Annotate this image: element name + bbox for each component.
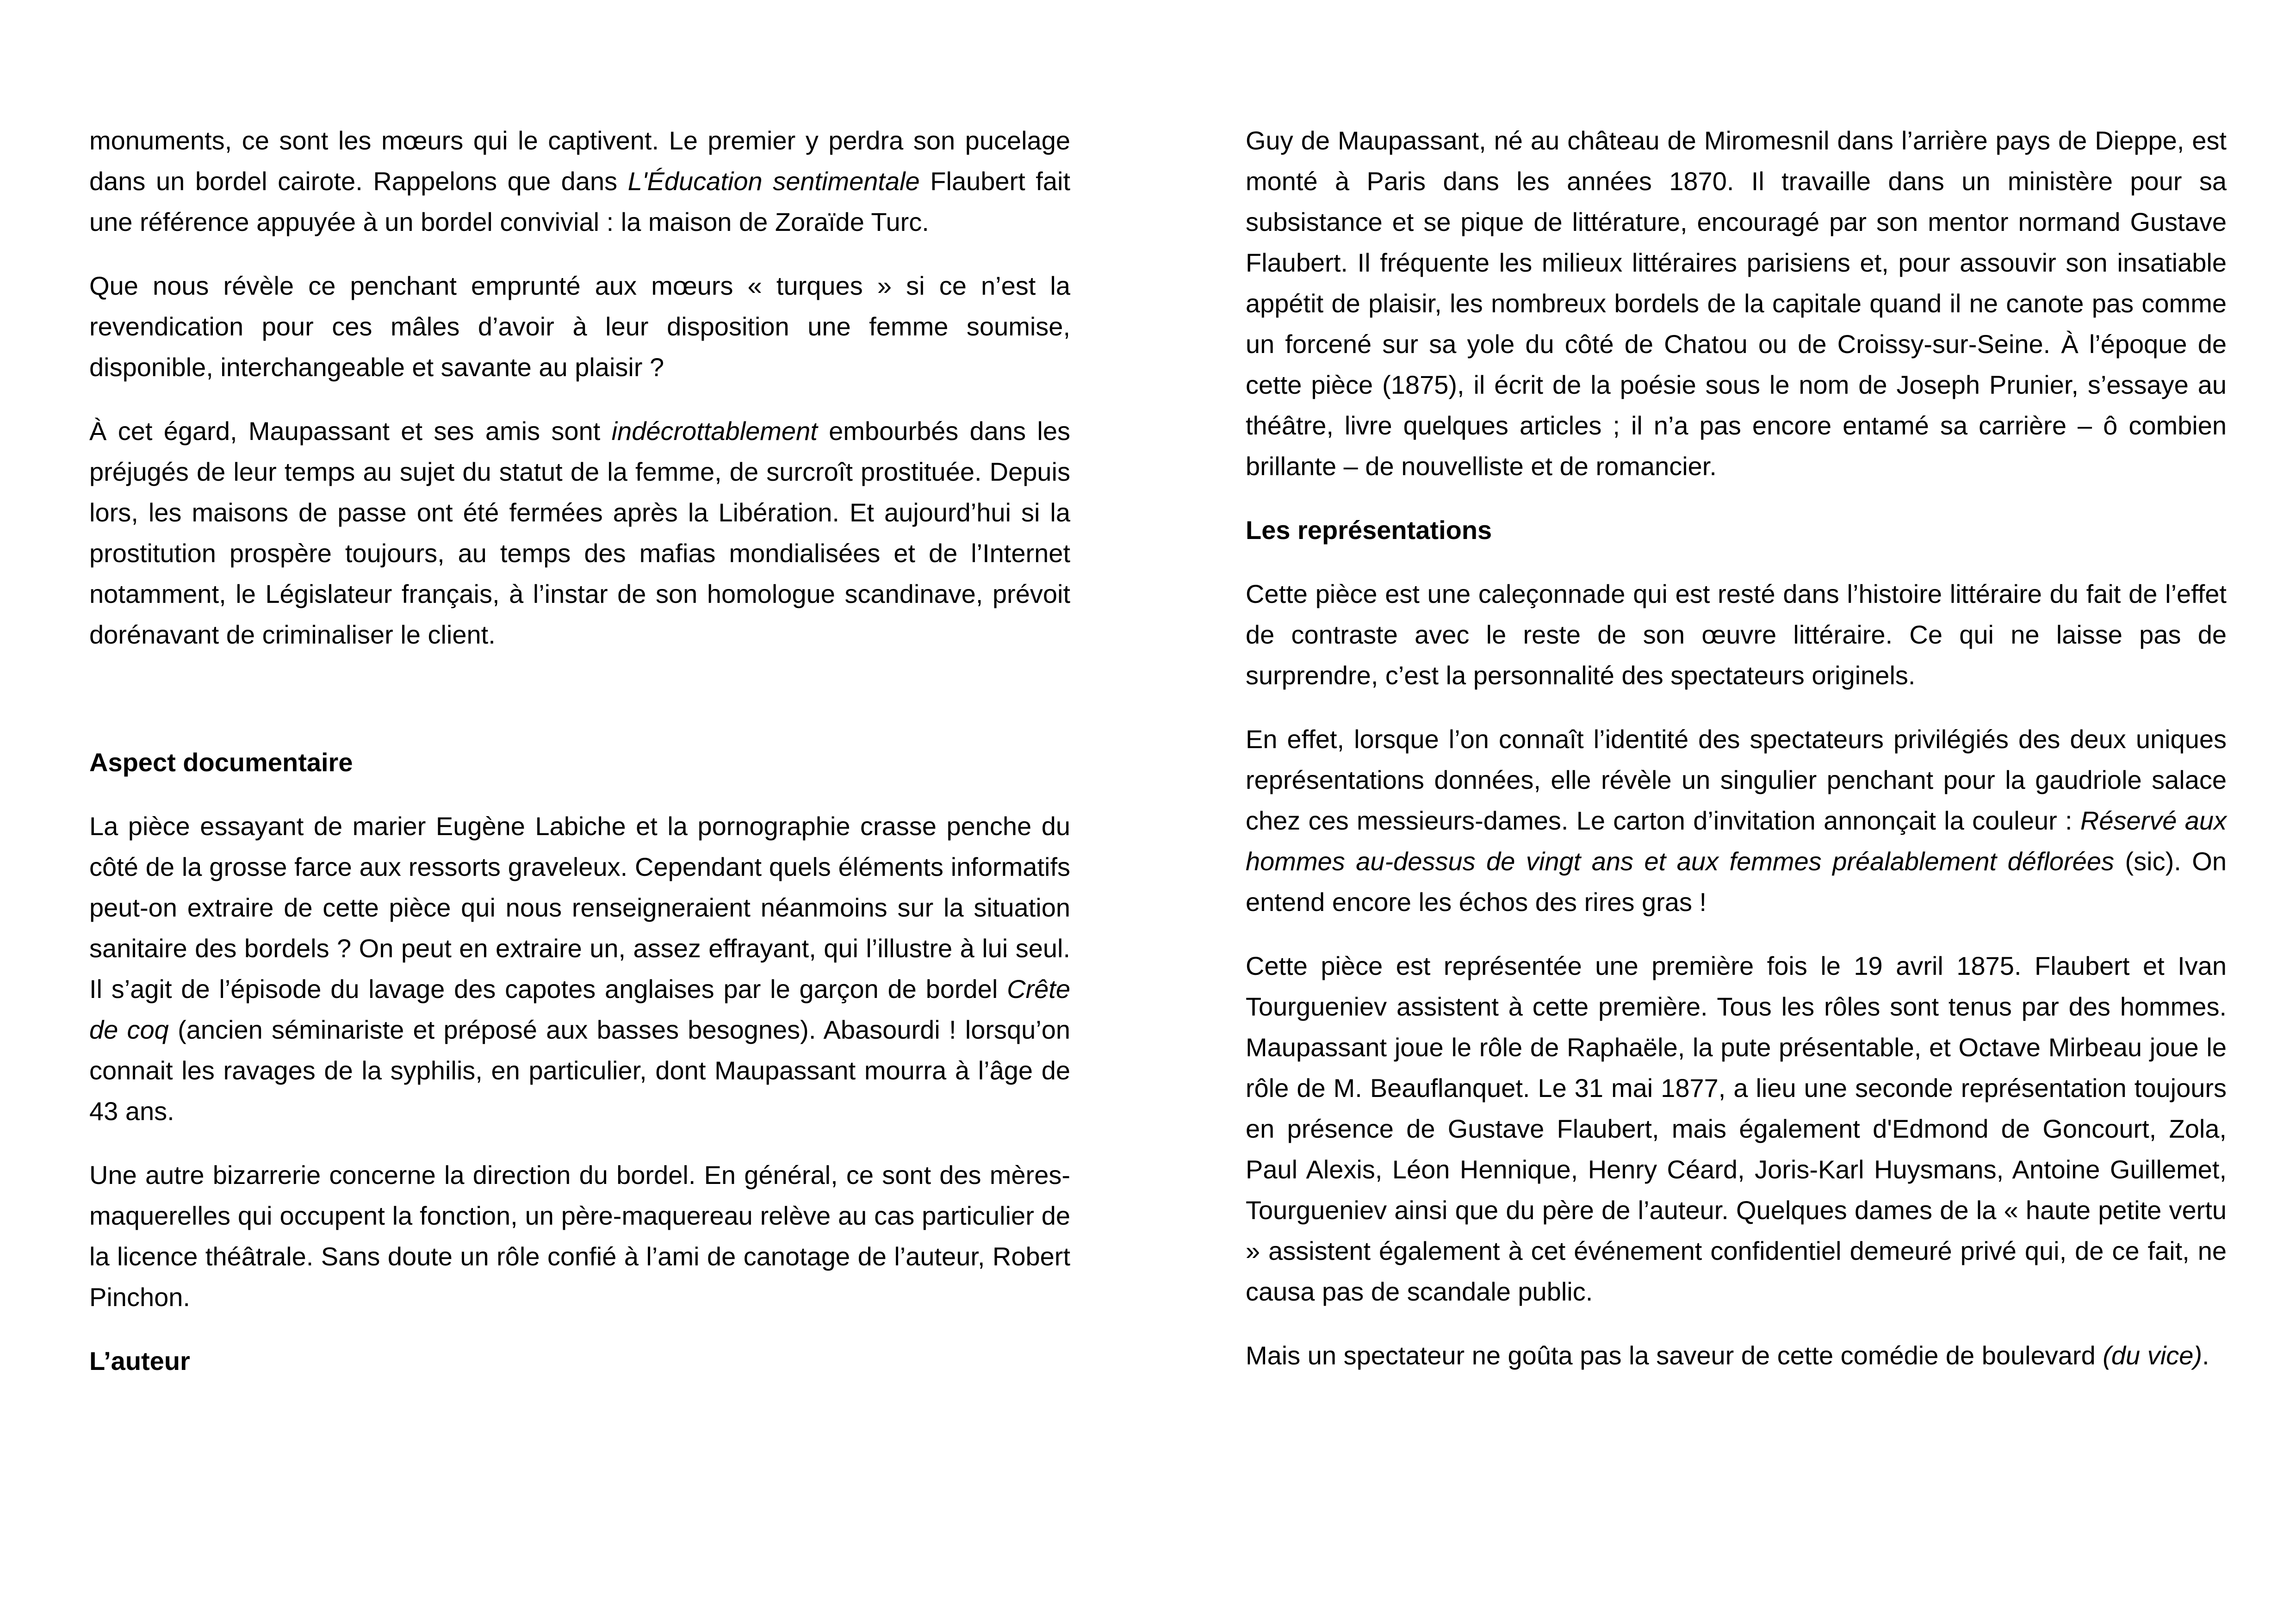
paragraph-direction-bordel: Une autre bizarrerie concerne la direction du bordel. En général, ce sont des mères-maquerelles qui occupent la fonction, un père-maquereau relève au cas particulier de la licence théâtrale. Sans doute un rôle confié à l’ami de canotage de l’auteur, Robert Pinchon. [89, 1160, 1070, 1312]
emphasis-du-vice: (du vice) [2103, 1341, 2202, 1370]
book-title-education-sentimentale: L'Éducation sentimentale [627, 167, 920, 196]
paragraph-text: À cet égard, Maupassant et ses amis sont [89, 416, 612, 446]
paragraph-spectateurs [1246, 719, 2227, 923]
paragraph-text: . [2202, 1341, 2209, 1370]
paragraph-text: Flaubert fait une référence appuyée à un bordel convivial : la maison de Zoraïde Turc. [89, 167, 1071, 236]
paragraph-text: La pièce essayant de marier Eugène Labiche et la pornographie crasse penche du côté de la grosse farce aux ressorts graveleux. Cependant quels éléments informatifs peut-on extraire de cette pièce qui nous renseigneraient néanmoins sur la situation sanitaire des bordels ? On peut en extraire un, assez effrayant, qui l’illustre à lui seul. Il s’agit de l’épisode du lavage des capotes anglaises par le garçon de bordel [89, 812, 1070, 1004]
paragraph-text: embourbés dans les préjugés de leur temps au sujet du statut de la femme, de surcroît prostituée. Depuis lors, les maisons de passe ont été fermées après la Libération. Et aujourd’hui si la prostitution prospère toujours, au temps des mafias mondialisées et de l’Internet notamment, le Législateur français, à l’instar de son homologue scandinave, prévoit dorénavant de criminaliser le client. [89, 416, 1071, 649]
paragraph-text: (sic). On entend encore les échos des rires gras ! [1246, 847, 2227, 917]
left-column [89, 120, 1070, 1405]
heading-les-representations: Les représentations [1246, 515, 1492, 545]
right-column [1246, 120, 2227, 1399]
paragraph-labiche-farce [89, 806, 1070, 1132]
paragraph-text: monuments, ce sont les mœurs qui le captivent. Le premier y perdra son pucelage dans un bordel cairote. Rappelons que dans [89, 126, 1070, 196]
invitation-quote: Réservé aux hommes au-dessus de vingt ans et aux femmes préalablement déflorées [1246, 806, 2227, 876]
paragraph-text: Mais un spectateur ne goûta pas la saveur de cette comédie de boulevard [1246, 1341, 2103, 1370]
section-gap [89, 678, 1070, 742]
paragraph-spectateur-mecontent [1246, 1335, 2227, 1376]
paragraph-premiere-representation: Cette pièce est représentée une première fois le 19 avril 1875. Flaubert et Ivan Tourgueniev assistent à cette première. Tous les rôles sont tenus par des hommes. Maupassant joue le rôle de Raphaële, la pute présentable, et Octave Mirbeau joue le rôle de M. Beauflanquet. Le 31 mai 1877, a lieu une seconde représentation toujours en présence de Gustave Flaubert, mais également d'Edmond de Goncourt, Zola, Paul Alexis, Léon Hennique, Henry Céard, Joris-Karl Huysmans, Antoine Guillemet, Tourgueniev ainsi que du père de l’auteur. Quelques dames de la « haute petite vertu » assistent également à cet événement confidentiel demeuré privé qui, de ce fait, ne causa pas de scandale public. [1246, 951, 2227, 1306]
paragraph-penchant-turc: Que nous révèle ce penchant emprunté aux mœurs « turques » si ce n’est la revendication pour ces mâles d’avoir à leur disposition une femme soumise, disponible, interchangeable et savante au plaisir ? [89, 271, 1070, 382]
paragraph-biographie-maupassant: Guy de Maupassant, né au château de Miromesnil dans l’arrière pays de Dieppe, est monté à Paris dans les années 1870. Il travaille dans un ministère pour sa subsistance et se pique de littérature, encouragé par son mentor normand Gustave Flaubert. Il fréquente les milieux littéraires parisiens et, pour assouvir son insatiable appétit de plaisir, les nombreux bordels de la capitale quand il ne canote pas comme un forcené sur sa yole du côté de Chatou ou de Croissy-sur-Seine. À l’époque de cette pièce (1875), il écrit de la poésie sous le nom de Joseph Prunier, s’essaye au théâtre, livre quelques articles ; il n’a pas encore entamé sa carrière – ô combien brillante – de nouvelliste et de romancier. [1246, 126, 2227, 481]
paragraph-mœurs-cairote [89, 120, 1070, 242]
character-crete-de-coq: Crête de coq [89, 974, 1070, 1044]
paragraph-text: En effet, lorsque l’on connaît l’identité des spectateurs privilégiés des deux uniques représentations données, elle révèle un singulier penchant pour la gaudriole salace chez ces messieurs-dames. Le carton d’invitation annonçait la couleur : [1246, 725, 2227, 835]
paragraph-prejuges [89, 411, 1070, 655]
paragraph-caleconnade: Cette pièce est une caleçonnade qui est resté dans l’histoire littéraire du fait de l’effet de contraste avec le reste de son œuvre littéraire. Ce qui ne laisse pas de surprendre, c’est la personnalité des spectateurs originels. [1246, 579, 2227, 690]
paragraph-text: (ancien séminariste et préposé aux basses besognes). Abasourdi ! lorsqu’on connait les ravages de la syphilis, en particulier, dont Maupassant mourra à l’âge de 43 ans. [89, 1015, 1071, 1126]
heading-aspect-documentaire: Aspect documentaire [89, 748, 353, 777]
emphasis-indecrottablement: indécrottablement [611, 416, 818, 446]
heading-l-auteur: L’auteur [89, 1346, 190, 1375]
